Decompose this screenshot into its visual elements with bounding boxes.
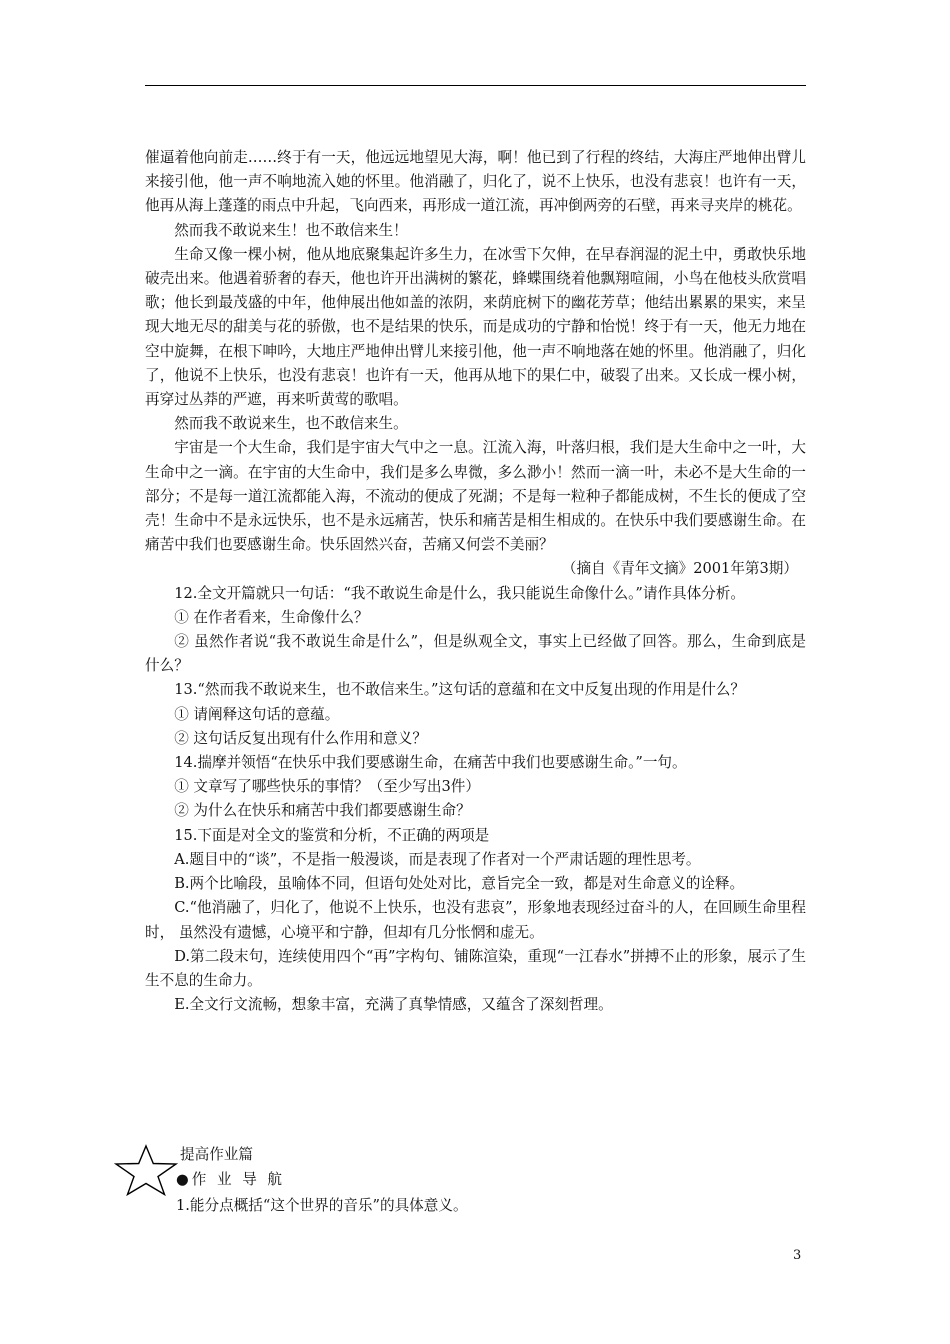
question-option: D.第二段末句，连续使用四个“再”字构句、铺陈渲染，重现“一江春水”拼搏不止的形象，展示了生生不息的生命力。 xyxy=(145,947,806,989)
paragraph: 宇宙是一个大生命，我们是宇宙大气中之一息。江流入海，叶落归根，我们是大生命中之一叶，大生命中之一滴。在宇宙的大生命中，我们是多么卑微，多么渺小！然而一滴一叶，未必不是大生命的一部分；不是每一道江流都能入海，不流动的便成了死湖；不是每一粒种子都能成树，不生长的便成了空壳！生命中不是永远快乐，也不是永远痛苦，快乐和痛苦是相生相成的。在快乐中我们要感谢生命。在痛苦中我们也要感谢生命。快乐固然兴奋，苦痛又何尝不美丽？ xyxy=(145,439,806,554)
page-number: 3 xyxy=(793,1248,802,1263)
paragraph: 然而我不敢说来生，也不敢信来生。 xyxy=(174,415,408,433)
question: ① 在作者看来，生命像什么？ xyxy=(174,608,369,626)
question: 14.揣摩并领悟“在快乐中我们要感谢生命，在痛苦中我们也要感谢生命。”一句。 xyxy=(174,754,687,772)
homework-title: 提高作业篇 xyxy=(180,1146,253,1163)
star-icon xyxy=(114,1144,178,1196)
source-citation: （摘自《青年文摘》2001年第3期） xyxy=(561,560,798,578)
question: ① 请阐释这句话的意蕴。 xyxy=(174,705,340,723)
question: 15.下面是对全文的鉴赏和分析，不正确的两项是 xyxy=(174,826,490,844)
question: ② 为什么在快乐和痛苦中我们都要感谢生命？ xyxy=(174,802,471,820)
question: ① 文章写了哪些快乐的事情？（至少写出3件） xyxy=(174,778,480,796)
header-rule xyxy=(145,85,806,86)
homework-nav: ●作 业 导 航 xyxy=(176,1171,286,1188)
question-option: A.题目中的“谈”，不是指一般漫谈，而是表现了作者对一个严肃话题的理性思考。 xyxy=(174,850,701,868)
question: 13.“然而我不敢说来生，也不敢信来生。”这句话的意蕴和在文中反复出现的作用是什么？ xyxy=(174,681,745,699)
paragraph: 生命又像一棵小树，他从地底聚集起许多生力，在冰雪下欠伸，在早春润湿的泥土中，勇敢快乐地破壳出来。他遇着骄奢的春天，他也许开出满树的繁花，蜂蝶围绕着他飘翔喧闹，小鸟在他枝头欣赏唱歌；他长到最茂盛的中年，他伸展出他如盖的浓阴，来荫庇树下的幽花芳草；他结出累累的果实，来呈现大地无尽的甜美与花的骄傲，也不是结果的快乐，而是成功的宁静和怡悦！终于有一天，他无力地在空中旋舞，在根下呻吟，大地庄严地伸出臂儿来接引他，他一声不响地落在她的怀里。他消融了，归化了，他说不上快乐，也没有悲哀！也许有一天，他再从地下的果仁中，破裂了出来。又长成一棵小树，再穿过丛莽的严遮，再来听黄莺的歌唱。 xyxy=(145,245,806,409)
question-option: E.全文行文流畅，想象丰富，充满了真挚情感，又蕴含了深刻哲理。 xyxy=(174,996,613,1014)
question: ② 虽然作者说“我不敢说生命是什么”，但是纵观全文，事实上已经做了回答。那么，生命到底是什么？ xyxy=(145,633,806,675)
paragraph: 然而我不敢说来生！也不敢信来生！ xyxy=(174,221,408,239)
paragraph: 催逼着他向前走……终于有一天，他远远地望见大海，啊！他已到了行程的终结，大海庄严地伸出臂儿来接引他，他一声不响地流入她的怀里。他消融了，归化了，说不上快乐，也没有悲哀！也许有一天，他再从海上蓬蓬的雨点中升起，飞向西来，再形成一道江流，再冲倒两旁的石壁，再来寻夹岸的桃花。 xyxy=(145,149,806,215)
question: ② 这句话反复出现有什么作用和意义？ xyxy=(174,729,427,747)
question-option: C.“他消融了，归化了，他说不上快乐，也没有悲哀”，形象地表现经过奋斗的人，在回顾生命里程时， 虽然没有遗憾，心境平和宁静，但却有几分怅惘和虚无。 xyxy=(145,899,806,941)
question-option: B.两个比喻段，虽喻体不同，但语句处处对比，意旨完全一致，都是对生命意义的诠释。 xyxy=(174,875,745,893)
homework-item: 1.能分点概括“这个世界的音乐”的具体意义。 xyxy=(176,1197,468,1214)
question: 12.全文开篇就只一句话：“我不敢说生命是什么，我只能说生命像什么。”请作具体分析。 xyxy=(174,584,745,602)
document-body xyxy=(145,146,806,1017)
